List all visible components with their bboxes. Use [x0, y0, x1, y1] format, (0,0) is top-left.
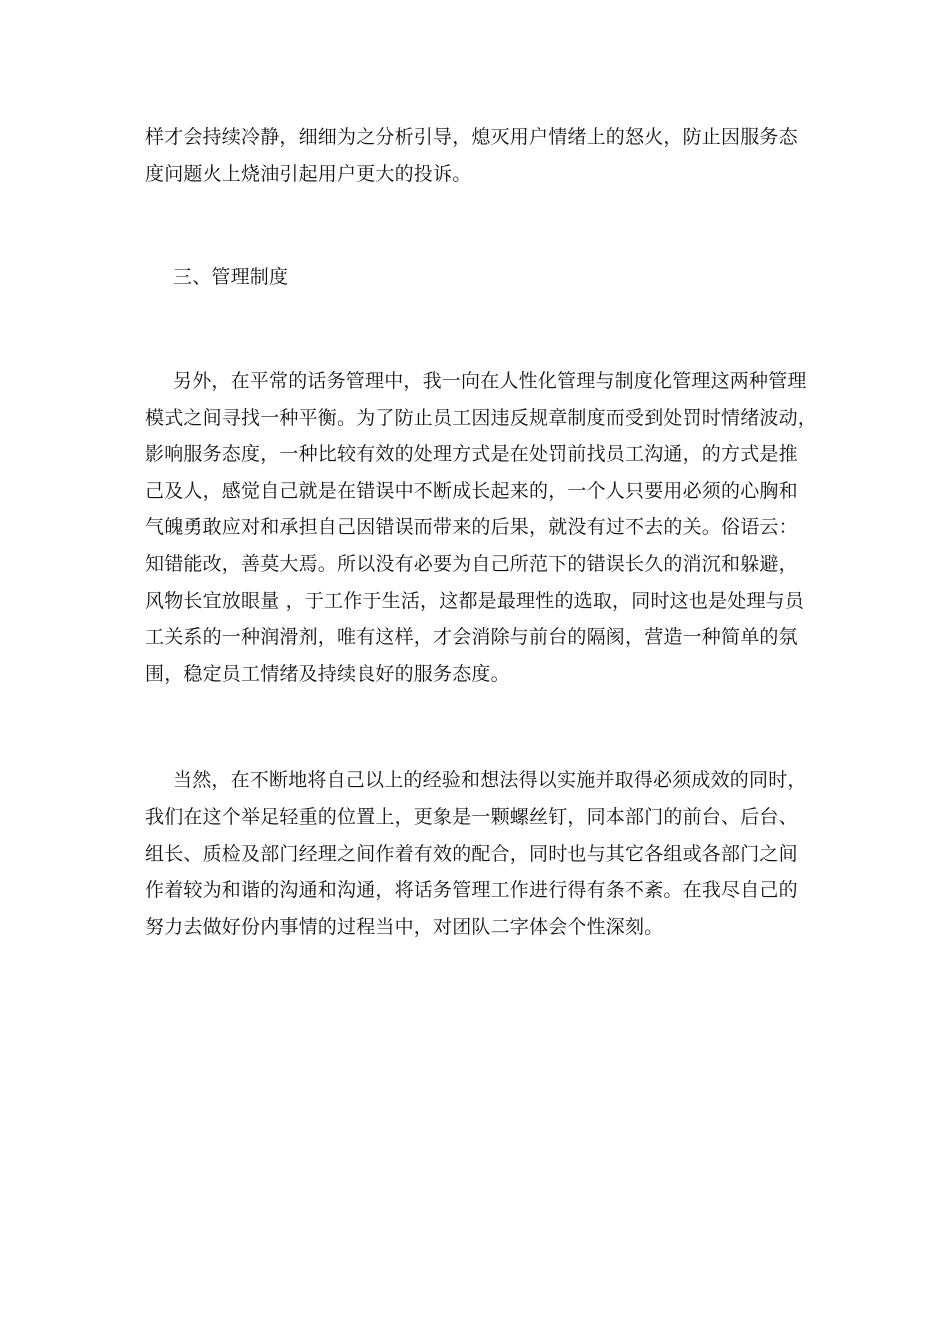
- text-line: 气魄勇敢应对和承担自己因错误而带来的后果，就没有过不去的关。俗语云：: [145, 516, 798, 538]
- text-line: 影响服务态度，一种比较有效的处理方式是在处罚前找员工沟通，的方式是推: [145, 443, 798, 465]
- text-line: 己及人，感觉自己就是在错误中不断成长起来的，一个人只要用必须的心胸和: [145, 480, 798, 502]
- text-line: 当然，在不断地将自己以上的经验和想法得以实施并取得必须成效的同时，: [173, 769, 807, 791]
- text-line: 我们在这个举足轻重的位置上，更象是一颗螺丝钉，同本部门的前台、后台、: [145, 806, 798, 828]
- text-line: 工关系的一种润滑剂，唯有这样，才会消除与前台的隔阂，营造一种简单的氛: [145, 626, 798, 648]
- text-line: 另外，在平常的话务管理中，我一向在人性化管理与制度化管理这两种管理: [173, 370, 807, 392]
- section-heading: 三、管理制度: [173, 266, 289, 288]
- text-line: 模式之间寻找一种平衡。为了防止员工因违反规章制度而受到处罚时情绪波动，: [145, 407, 818, 429]
- text-line: 努力去做好份内事情的过程当中，对团队二字体会个性深刻。: [145, 916, 664, 938]
- text-line: 度问题火上烧油引起用户更大的投诉。: [145, 163, 472, 185]
- text-line: 风物长宜放眼量 ，于工作于生活，这都是最理性的选取，同时这也是处理与员: [145, 590, 805, 612]
- text-line: 作着较为和谐的沟通和沟通，将话务管理工作进行得有条不紊。在我尽自己的: [145, 879, 798, 901]
- text-line: 围，稳定员工情绪及持续良好的服务态度。: [145, 663, 510, 685]
- text-line: 样才会持续冷静，细细为之分析引导，熄灭用户情绪上的怒火，防止因服务态: [145, 126, 798, 148]
- text-line: 组长、质检及部门经理之间作着有效的配合，同时也与其它各组或各部门之间: [145, 843, 798, 865]
- text-line: 知错能改，善莫大焉。所以没有必要为自己所范下的错误长久的消沉和躲避，: [145, 553, 798, 575]
